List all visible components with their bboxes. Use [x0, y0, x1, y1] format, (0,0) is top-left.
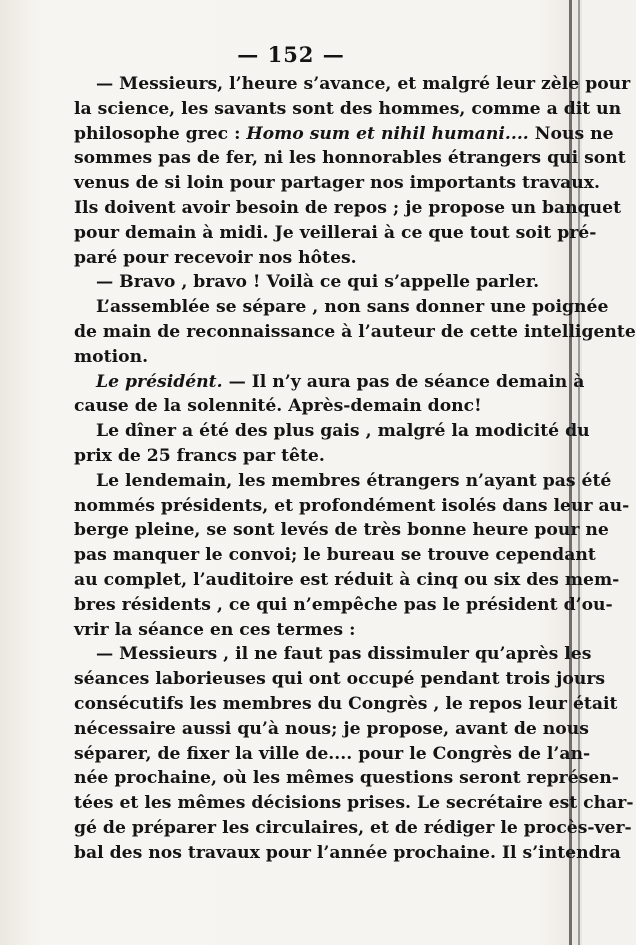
text-segment: séances laborieuses qui ont occupé pendant trois jours — [74, 669, 606, 690]
text-line — [74, 692, 618, 717]
text-line — [74, 246, 530, 271]
text-segment: pas manquer le convoi; le bureau se trouve cependant — [74, 545, 596, 566]
text-segment: venus de si loin pour partager nos importants travaux. — [74, 173, 601, 194]
page-number: — 152 — — [237, 42, 345, 67]
text-segment: consécutifs les membres du Congrès , le repos leur était — [74, 693, 618, 714]
text-line — [74, 345, 530, 370]
text-segment: Nous ne — [528, 123, 614, 144]
text-line — [74, 72, 631, 97]
text-line — [74, 295, 609, 320]
text-line — [74, 221, 597, 246]
text-line — [74, 196, 622, 221]
body-text — [74, 72, 636, 866]
text-segment: cause de la solennité. Après-demain donc! — [74, 396, 482, 417]
text-line — [74, 568, 620, 593]
text-line — [74, 791, 634, 816]
text-line — [74, 469, 612, 494]
text-line — [74, 370, 585, 395]
text-segment: L’assemblée se sépare , non sans donner une poignée — [96, 297, 609, 318]
text-segment: nécessaire aussi qu’à nous; je propose, avant de nous — [74, 718, 589, 739]
italic-segment: Homo sum et nihil humani.... — [246, 123, 529, 144]
text-segment: séparer, de fixer la ville de.... pour le Congrès de l’an- — [74, 743, 591, 764]
text-segment: gé de préparer les circulaires, et de rédiger le procès-ver- — [74, 817, 632, 838]
text-line — [74, 742, 591, 767]
text-segment: philosophe grec : — [74, 123, 247, 144]
text-segment: — Il n’y aura pas de séance demain à — [222, 371, 585, 392]
text-segment: sommes pas de fer, ni les honnorables étrangers qui sont — [74, 148, 626, 169]
text-segment: pour demain à midi. Je veillerai à ce que tout soit pré- — [74, 222, 597, 243]
text-segment: la science, les savants sont des hommes, comme a dit un — [74, 98, 622, 119]
text-line — [74, 717, 589, 742]
text-line — [74, 618, 530, 643]
text-segment: paré pour recevoir nos hôtes. — [74, 247, 357, 268]
text-segment: vrir la séance en ces termes : — [74, 619, 356, 640]
text-line — [74, 122, 614, 147]
text-line — [74, 667, 606, 692]
text-line — [74, 146, 626, 171]
text-line — [74, 642, 592, 667]
text-segment: Le dîner a été des plus gais , malgré la modicité du — [96, 421, 590, 442]
text-segment: berge pleine, se sont levés de très bonne heure pour ne — [74, 520, 609, 541]
text-line — [74, 270, 540, 295]
text-segment: Le lendemain, les membres étrangers n’ayant pas été — [96, 470, 612, 491]
text-segment: motion. — [74, 346, 149, 367]
text-segment: au complet, l’auditoire est réduit à cinq ou six des mem- — [74, 569, 620, 590]
text-segment: Ils doivent avoir besoin de repos ; je propose un banquet — [74, 197, 622, 218]
text-segment: née prochaine, où les mêmes questions seront représen- — [74, 768, 619, 789]
text-line — [74, 518, 609, 543]
text-segment: — Bravo , bravo ! Voilà ce qui s’appelle parler. — [96, 272, 540, 293]
text-line — [74, 444, 530, 469]
text-line — [74, 841, 621, 866]
text-line — [74, 766, 619, 791]
text-segment: bres résidents , ce qui n’empêche pas le président d’ou- — [74, 594, 613, 615]
text-line — [74, 394, 530, 419]
text-line — [74, 320, 636, 345]
text-segment: prix de 25 francs par tête. — [74, 445, 325, 466]
text-segment: tées et les mêmes décisions prises. Le secrétaire est char- — [74, 793, 634, 814]
text-line — [74, 593, 613, 618]
text-segment: bal des nos travaux pour l’année prochaine. Il s’intendra — [74, 842, 621, 863]
text-line — [74, 494, 630, 519]
text-line — [74, 97, 622, 122]
text-line — [74, 816, 632, 841]
text-segment: — Messieurs, l’heure s’avance, et malgré leur zèle pour — [96, 74, 631, 94]
text-segment: — Messieurs , il ne faut pas dissimuler qu’après les — [96, 644, 592, 665]
text-line — [74, 171, 601, 196]
text-line — [74, 419, 590, 444]
text-segment: nommés présidents, et profondément isolés dans leur au- — [74, 495, 630, 516]
italic-segment: Le présidént. — [96, 371, 223, 392]
text-segment: de main de reconnaissance à l’auteur de cette intelligente — [74, 321, 636, 342]
text-line — [74, 543, 596, 568]
